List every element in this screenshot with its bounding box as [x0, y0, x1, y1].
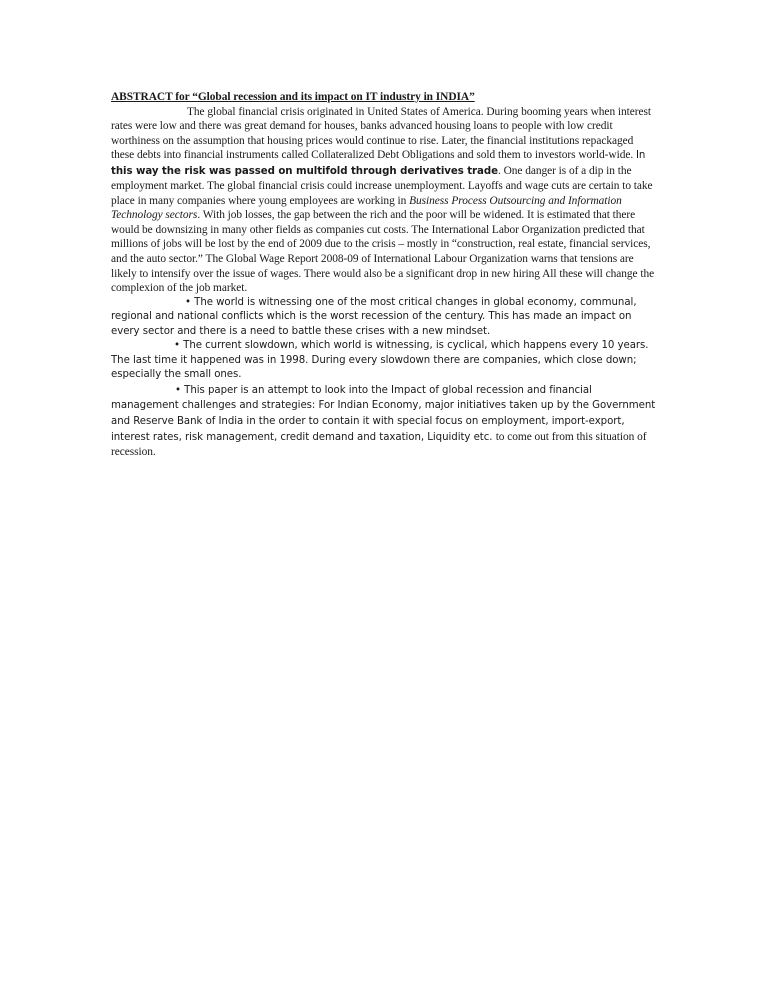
para1-part3: . One danger is of a dip in the employment market. The global financial crisis could increase unemployment. Layoffs and wage cuts are certain to take place in many companies where young employees are working in [111, 164, 653, 207]
para1-part5: . With job losses, the gap between the rich and the poor will be widened. It is estimated that there would be downsizing in many other fields as companies cut costs. The International Labor Organization predicted that millions of jobs will be lost by the end of 2009 due to the crisis – mostly in “construction, real estate, financial services, and the auto sector.” The Global Wage Report 2008-09 of International Labour Organization warns that tensions are likely to intensify over the issue of wages. There would also be a significant drop in new hiring All these will change the complexion of the job market. [111, 209, 655, 295]
title-main: Global recession and its impact on IT industry in INDIA” [197, 91, 475, 103]
para1-part1: The global financial crisis originated in United States of America. During booming years when interest rates were low and there was great demand for houses, banks advanced housing loans to people with low credit worthiness on the assumption that housing prices would continue to rise. Later, the financial institutions repackaged these debts into financial instruments called Collateralized Debt Obligations and sold them to investors world-wide. [111, 105, 652, 162]
bullet3-part-a: • This paper is an attempt to look into the Impact of global recession and financial management challenges and strategies: For Indian Economy, major initiatives taken up by the Government and Reserve Bank of India in the order to contain it with special focus on employment, import-export, interest rates, risk management, credit demand and taxation, Liquidity etc. [111, 384, 656, 443]
para1-part2-in: In [635, 150, 646, 162]
bullet-paragraph-1: • The world is witnessing one of the most critical changes in global economy, communal, regional and national conflicts which is the worst recession of the century. This has made an impact on every sector and there is a need to battle these crises with a new mindset. [111, 296, 637, 337]
para1-part4-italic: Business Process Outsourcing and Information Technology sectors [111, 194, 622, 222]
bullet-paragraph-2: • The current slowdown, which world is witnessing, is cyclical, which happens every 10 years. The last time it happened was in 1998. During every slowdown there are companies, which close down; especially the small ones. [111, 340, 649, 381]
title-prefix: ABSTRACT for “ [111, 91, 198, 103]
abstract-title [111, 90, 659, 105]
intro-paragraph [111, 105, 659, 296]
bullet-paragraph-3 [111, 383, 659, 460]
abstract-body [111, 90, 659, 460]
para1-part2-bold: this way the risk was passed on multifold through derivatives trade [111, 165, 498, 177]
bullet3-part-b: to come out from this situation of recession. [111, 430, 647, 459]
